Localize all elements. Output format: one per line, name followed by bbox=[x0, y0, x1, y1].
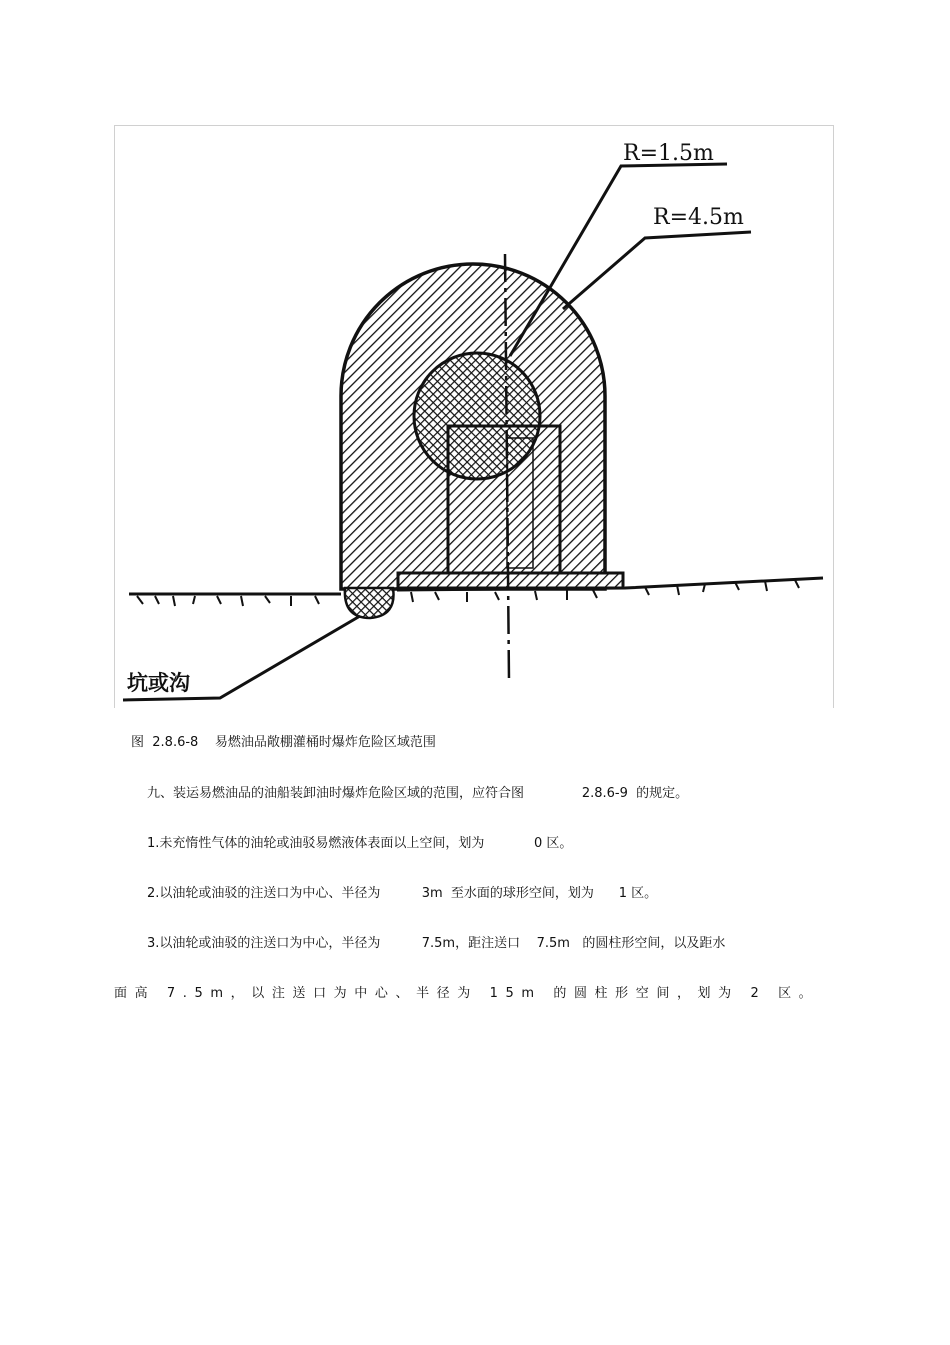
hazard-zone-figure bbox=[114, 125, 834, 708]
label-r-large: R=4.5m bbox=[653, 205, 744, 230]
paragraph-item-1: 1.未充惰性气体的油轮或油驳易燃液体表面以上空间，划为 0 区。 bbox=[147, 836, 573, 851]
label-pit: 坑或沟 bbox=[127, 671, 190, 695]
platform-base bbox=[398, 573, 623, 588]
hazard-zone-diagram bbox=[115, 126, 833, 708]
pit-zone bbox=[345, 588, 394, 618]
paragraph-item-3-continued: 面高 7.5m，以注送口为中心、半径为 15m 的圆柱形空间，划为 2 区。 bbox=[114, 986, 820, 1001]
leader-r-large bbox=[563, 232, 751, 309]
paragraph-item-3: 3.以油轮或油驳的注送口为中心，半径为 7.5m，距注送口 7.5m 的圆柱形空间，以及距水 bbox=[147, 936, 726, 951]
label-r-small: R=1.5m bbox=[623, 141, 714, 166]
figure-caption: 图 2.8.6-8 易燃油品敞棚灌桶时爆炸危险区域范围 bbox=[131, 735, 436, 750]
paragraph-item-2: 2.以油轮或油驳的注送口为中心、半径为 3m 至水面的球形空间，划为 1 区。 bbox=[147, 886, 658, 901]
paragraph-intro: 九、装运易燃油品的油船装卸油时爆炸危险区域的范围，应符合图 2.8.6-9 的规定。 bbox=[147, 786, 689, 801]
zone-1-circle bbox=[414, 353, 540, 479]
